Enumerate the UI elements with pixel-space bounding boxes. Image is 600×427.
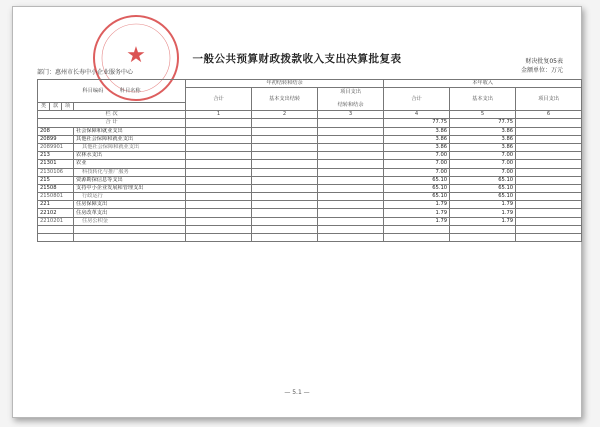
carry-basic-header: 基本支出结转 <box>252 88 318 111</box>
row-income-basic: 65.10 <box>450 184 516 192</box>
carry-total-header: 合计 <box>186 88 252 111</box>
col-no: 4 <box>384 111 450 119</box>
department-label: 部门：惠州市长寿中小企业服务中心 <box>37 69 134 76</box>
he-ji-label: 合 计 <box>38 119 186 127</box>
subject-code-header: 科目编码 <box>82 87 104 94</box>
table-row <box>38 160 582 168</box>
lei-header: 类 <box>38 103 50 111</box>
row-income-basic: 7.00 <box>450 160 516 168</box>
col-no: 2 <box>252 111 318 119</box>
row-income-basic: 7.00 <box>450 152 516 160</box>
row-income-total: 1.79 <box>384 201 450 209</box>
row-income-basic: 7.00 <box>450 168 516 176</box>
carry-group-header: 年初结转和结余 <box>186 80 384 88</box>
row-income-basic: 65.10 <box>450 193 516 201</box>
table-body <box>38 127 582 242</box>
row-name: 行政运行 <box>74 193 186 201</box>
row-income-total: 1.79 <box>384 209 450 217</box>
table-row <box>38 209 582 217</box>
income-project-header: 项目支出 <box>516 88 582 111</box>
seal-star-icon: ★ <box>126 43 146 68</box>
row-name: 社会保障和就业支出 <box>74 127 186 135</box>
page-number: — 5.1 — <box>284 389 310 396</box>
kuan-header: 款 <box>50 103 62 111</box>
row-income-basic: 1.79 <box>450 209 516 217</box>
row-income-total: 3.86 <box>384 143 450 151</box>
row-code: 215 <box>38 176 74 184</box>
col-no: 3 <box>318 111 384 119</box>
table-row <box>38 135 582 143</box>
row-code: 2150801 <box>38 193 74 201</box>
row-income-basic: 3.86 <box>450 135 516 143</box>
summary-income-total: 77.75 <box>384 119 450 127</box>
row-code: 22102 <box>38 209 74 217</box>
summary-row <box>38 119 582 127</box>
row-income-total: 65.10 <box>384 184 450 192</box>
table-row <box>38 193 582 201</box>
table-row <box>38 201 582 209</box>
row-income-basic: 3.86 <box>450 127 516 135</box>
amount-unit: 金额单位：万元 <box>520 67 563 74</box>
row-income-basic: 1.79 <box>450 201 516 209</box>
row-income-basic: 1.79 <box>450 217 516 225</box>
form-info <box>521 57 563 75</box>
income-group-header: 本年收入 <box>384 80 582 88</box>
row-code: 213 <box>38 152 74 160</box>
empty-row <box>38 225 582 233</box>
col-no: 1 <box>186 111 252 119</box>
row-code: 21301 <box>38 160 74 168</box>
carry-project-line2: 结转和结余 <box>337 102 364 109</box>
row-income-basic: 3.86 <box>450 143 516 151</box>
row-name: 农林水支出 <box>74 152 186 160</box>
empty-row <box>38 234 582 242</box>
table-row <box>38 152 582 160</box>
document-sheet <box>12 6 582 418</box>
row-income-total: 1.79 <box>384 217 450 225</box>
table-row <box>38 184 582 192</box>
carry-project-header <box>318 88 384 111</box>
row-income-total: 7.00 <box>384 152 450 160</box>
row-code: 221 <box>38 201 74 209</box>
budget-table <box>37 79 582 242</box>
row-name: 支持中小企业发展和管理支出 <box>74 184 186 192</box>
income-basic-header: 基本支出 <box>450 88 516 111</box>
col-no: 5 <box>450 111 516 119</box>
row-income-total: 3.86 <box>384 135 450 143</box>
row-income-total: 7.00 <box>384 160 450 168</box>
row-code: 2130106 <box>38 168 74 176</box>
row-income-total: 7.00 <box>384 168 450 176</box>
row-income-total: 3.86 <box>384 127 450 135</box>
column-number-row <box>38 111 582 119</box>
table-row <box>38 217 582 225</box>
summary-income-basic: 77.75 <box>450 119 516 127</box>
row-name: 住房改革支出 <box>74 209 186 217</box>
table-row <box>38 168 582 176</box>
subject-name-header: 科目名称 <box>119 87 141 94</box>
row-name: 其他社会保障和就业支出 <box>74 135 186 143</box>
row-code: 21508 <box>38 184 74 192</box>
col-no: 6 <box>516 111 582 119</box>
row-code: 20899 <box>38 135 74 143</box>
page-title: 一般公共预算财政拨款收入支出决算批复表 <box>192 53 402 65</box>
row-name: 住房公积金 <box>74 217 186 225</box>
table-row <box>38 176 582 184</box>
form-number: 财决批复05表 <box>525 58 563 65</box>
row-income-total: 65.10 <box>384 176 450 184</box>
row-income-basic: 65.10 <box>450 176 516 184</box>
carry-project-line1: 项目支出 <box>340 89 361 96</box>
row-name: 其他社会保障和就业支出 <box>74 143 186 151</box>
row-name: 资源勘探信息等支出 <box>74 176 186 184</box>
row-name: 农业 <box>74 160 186 168</box>
xiang-header: 项 <box>62 103 74 111</box>
lan-ci-label: 栏 次 <box>38 111 186 119</box>
row-code: 2089901 <box>38 143 74 151</box>
table-row <box>38 127 582 135</box>
row-code: 208 <box>38 127 74 135</box>
row-income-total: 65.10 <box>384 193 450 201</box>
row-name: 科技转化与推广服务 <box>74 168 186 176</box>
row-code: 2210201 <box>38 217 74 225</box>
header-row-1 <box>38 80 582 88</box>
row-name: 住房保障支出 <box>74 201 186 209</box>
income-total-header: 合计 <box>384 88 450 111</box>
table-row <box>38 143 582 151</box>
